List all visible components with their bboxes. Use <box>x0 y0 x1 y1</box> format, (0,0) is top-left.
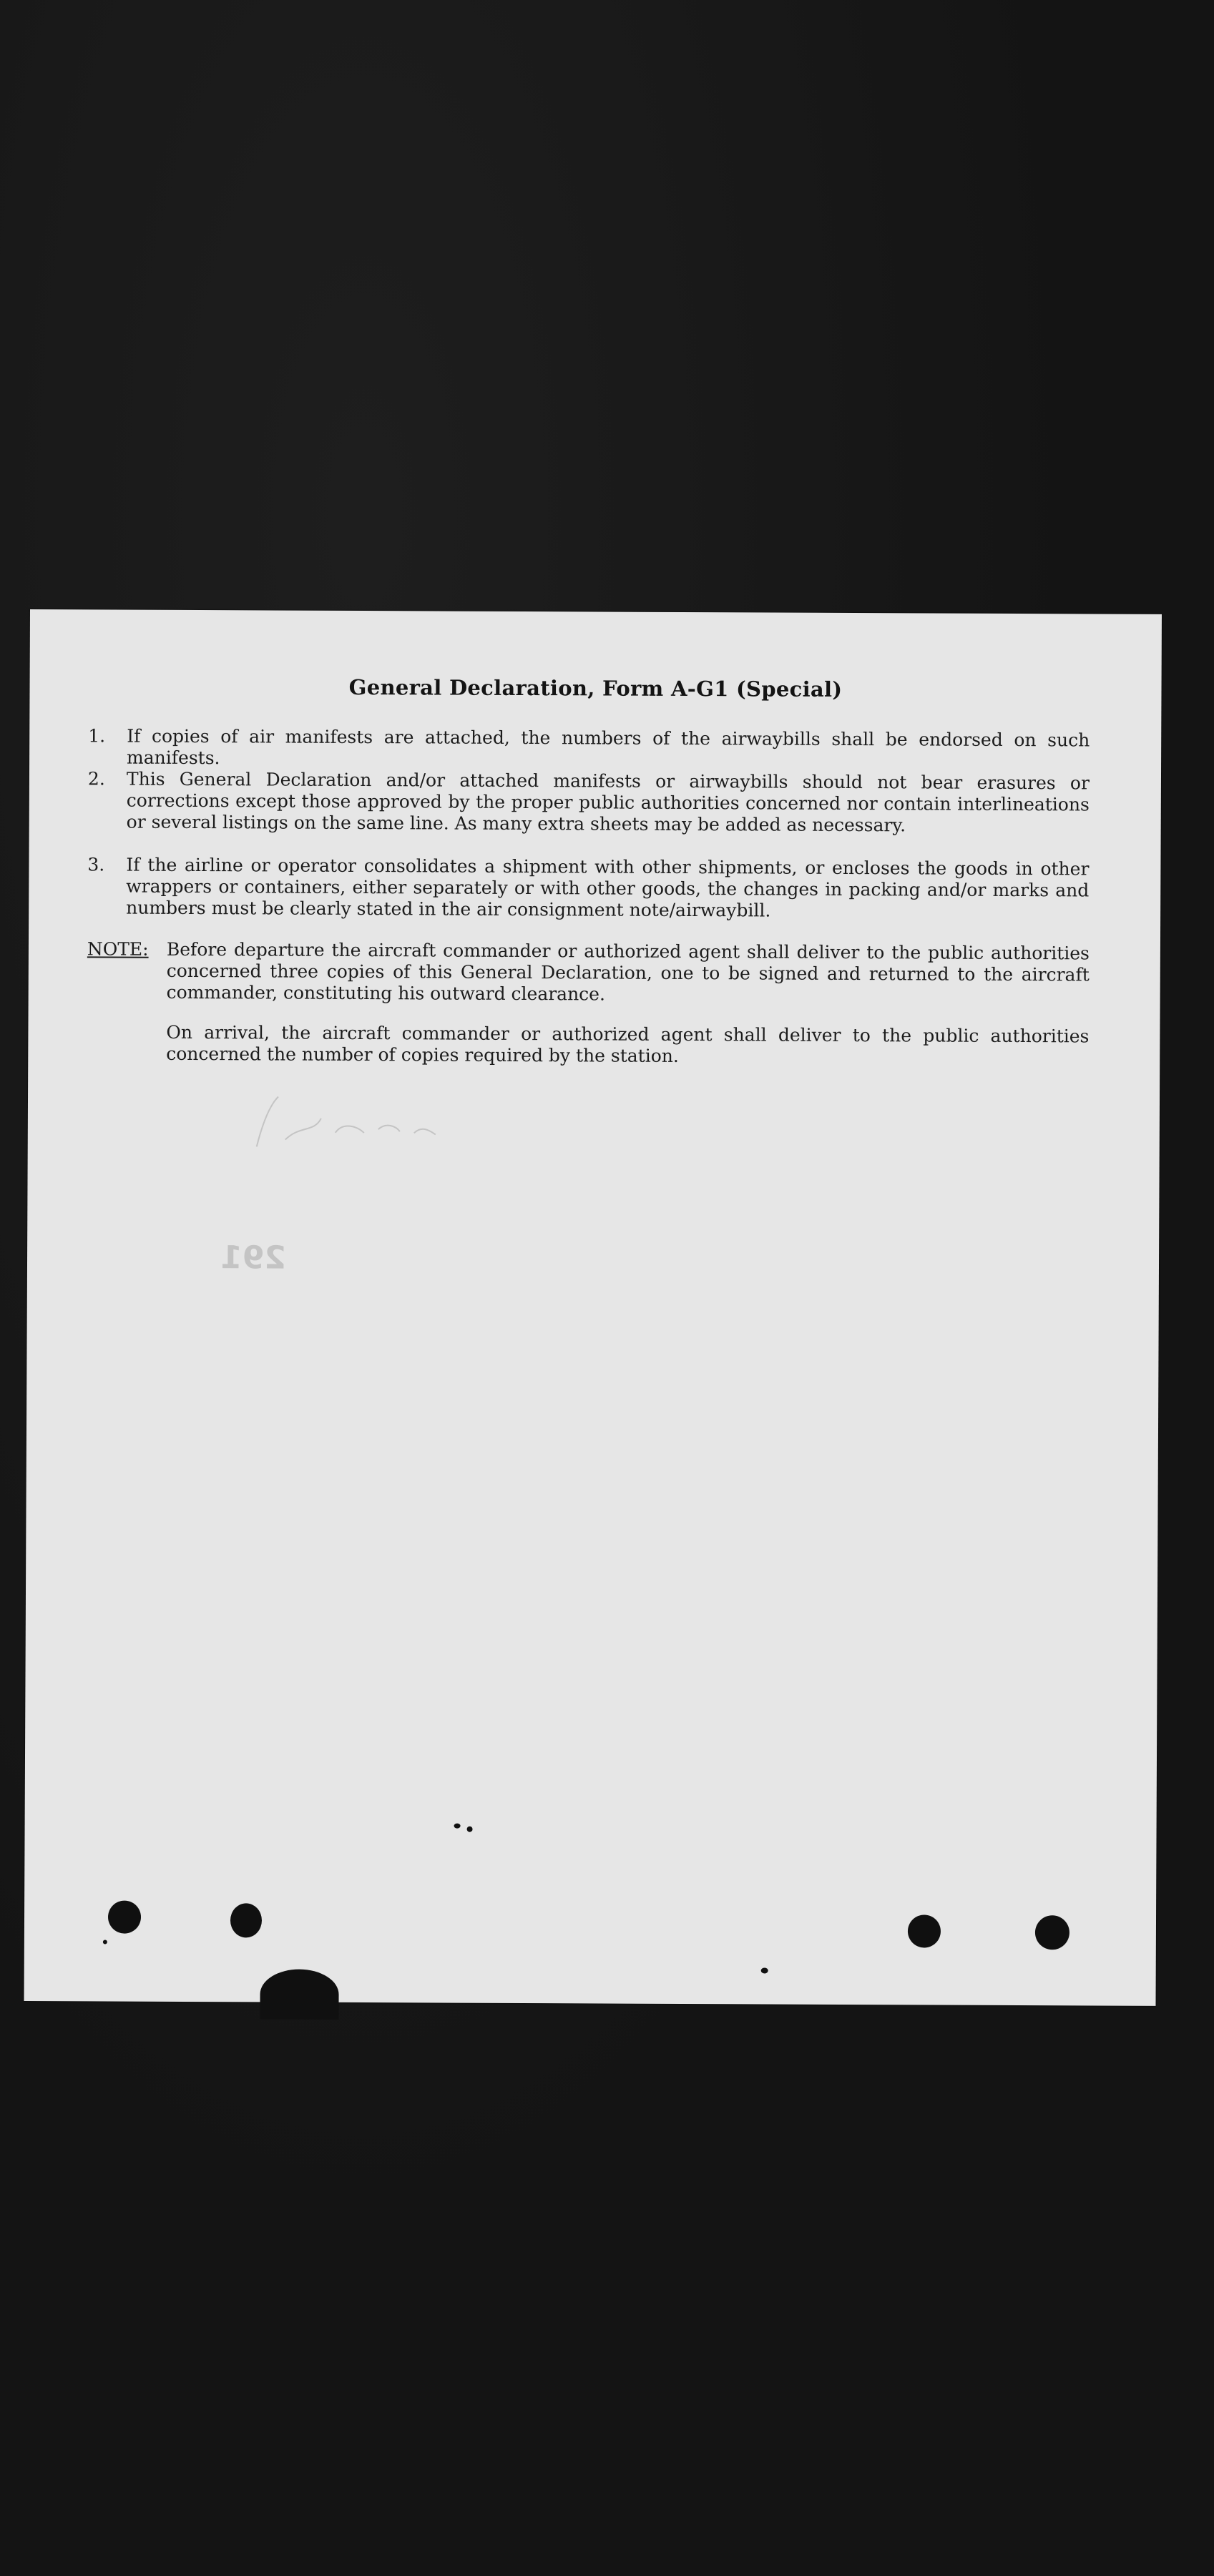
bleed-through-number: 291 <box>220 1239 287 1277</box>
punch-hole <box>908 1914 941 1947</box>
dust-speck <box>103 1940 107 1944</box>
instruction-item-1 <box>88 725 1090 772</box>
note-paragraph-2: On arrival, the aircraft commander or authorized agent shall deliver to the public authorities concerned the number of copies required by the station. <box>166 1021 1090 1066</box>
instruction-item-2 <box>88 768 1090 837</box>
punch-hole <box>108 1900 141 1933</box>
punch-hole <box>230 1903 262 1937</box>
instruction-item-3 <box>87 854 1089 923</box>
document-page <box>24 609 1162 2006</box>
item-text: If copies of air manifests are attached, the numbers of the airwaybills shall be endorsed on such manifests. <box>127 725 1090 769</box>
faint-handwriting-mark <box>243 1089 500 1162</box>
document-title: General Declaration, Form A-G1 (Special) <box>348 674 843 702</box>
dust-speck <box>454 1824 461 1829</box>
item-number: 2. <box>87 768 105 790</box>
note-label: NOTE: <box>87 938 149 960</box>
dust-speck <box>761 1967 768 1973</box>
item-number: 3. <box>87 854 105 875</box>
item-text: If the airline or operator consolidates a shipment with other shipments, or encloses the goods in other wrappers or containers, either separately or with other goods, the changes in packing and/or marks and numbers must be clearly stated in the air consignment note/airwaybill. <box>126 854 1090 921</box>
dust-speck <box>467 1827 473 1832</box>
note-paragraph-1: Before departure the aircraft commander or authorized agent shall deliver to the public authorities concerned three copies of this General Declaration, one to be signed and returned to the aircraft commander, constituting his outward clearance. <box>166 938 1090 1005</box>
punch-hole <box>1035 1915 1069 1950</box>
item-number: 1. <box>88 725 106 747</box>
item-text: This General Declaration and/or attached manifests or airwaybills should not bear erasures or corrections except those approved by the proper public authorities concerned nor contain interlineations or several listings on the same line. As many extra sheets may be added as necessary. <box>126 768 1090 836</box>
torn-edge-mark <box>260 1969 338 2019</box>
